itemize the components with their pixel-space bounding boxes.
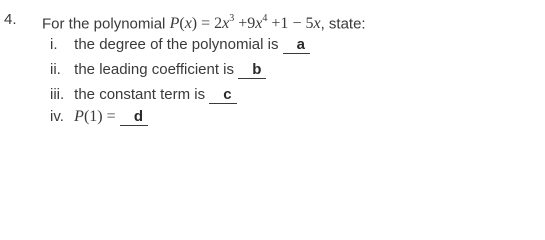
term-b-exp: 4 [262,13,268,24]
term-d: − 5 [292,15,314,33]
p-of-one-expression: P(1) = [74,108,116,125]
answer-blank-a: a [283,37,310,54]
answer-blank-b: b [238,62,266,79]
question-stem [42,10,366,34]
term-b: +9 [238,15,256,33]
item-iii [50,85,237,105]
poly-func: P [169,15,180,33]
p1-func: P [74,108,84,125]
term-d-var: x [313,15,321,33]
term-a: 2 [214,15,223,33]
answer-blank-d: d [120,109,148,126]
term-a-var: x [222,15,230,33]
term-a-exp: 3 [229,13,235,24]
item-i-roman: i. [50,36,58,53]
item-iii-text: the constant term is [74,86,206,103]
item-iv-roman: iv. [50,108,64,125]
item-i [50,35,310,55]
question-number: 4. [4,11,17,28]
item-ii-roman: ii. [50,61,61,78]
poly-var: x [184,15,192,33]
stem-suffix: , state: [320,15,366,33]
stem-prefix: For the polynomial [42,15,166,33]
polynomial-expression: $P(x) = 2x^3 +9x^4 +1 - 5x$ [169,13,321,33]
item-ii-text: the leading coefficient is [74,61,235,78]
term-b-var: x [255,15,263,33]
item-iv [50,107,148,127]
item-iii-roman: iii. [50,86,65,103]
term-c: +1 [271,15,289,33]
item-ii [50,60,266,80]
item-i-text: the degree of the polynomial is [74,36,279,53]
p1-arg: 1 [89,108,98,125]
answer-blank-c: c [209,87,236,104]
